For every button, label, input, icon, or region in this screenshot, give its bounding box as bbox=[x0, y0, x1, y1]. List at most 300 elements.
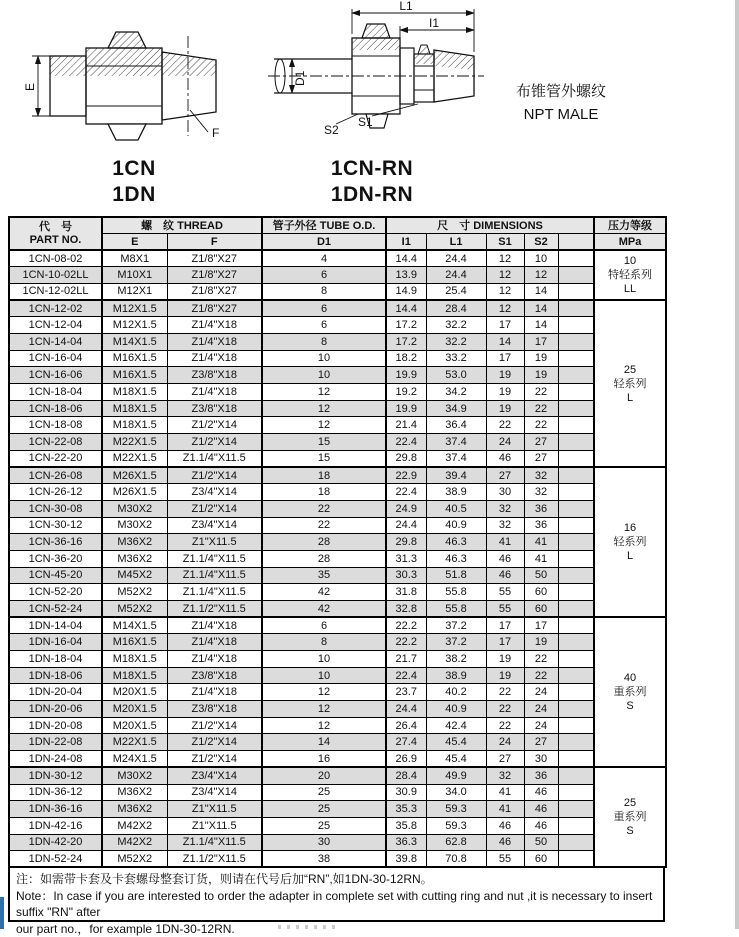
tube-od-d1-cell: 12 bbox=[262, 384, 386, 401]
thread-f-cell: Z1/4"X18 bbox=[167, 384, 262, 401]
dim-s2-cell: 46 bbox=[524, 817, 558, 834]
dim-l1-cell: 62.8 bbox=[426, 834, 486, 851]
thread-e-cell: M36X2 bbox=[102, 801, 167, 818]
part-no-cell: 1DN-52-24 bbox=[9, 851, 102, 868]
table-row bbox=[9, 450, 666, 467]
thread-f-cell: Z1.1/4"X11.5 bbox=[167, 834, 262, 851]
thread-f-cell: Z1/2"X14 bbox=[167, 751, 262, 768]
dim-l1-cell: 70.8 bbox=[426, 851, 486, 868]
empty-cell bbox=[558, 734, 594, 751]
dim-s1-cell: 55 bbox=[486, 600, 524, 617]
empty-cell bbox=[558, 851, 594, 868]
dim-s1-cell: 41 bbox=[486, 534, 524, 551]
empty-cell bbox=[558, 584, 594, 601]
table-row bbox=[9, 517, 666, 534]
thread-e-cell: M12X1 bbox=[102, 283, 167, 300]
thread-e-cell: M20X1.5 bbox=[102, 701, 167, 718]
dim-s2-cell: 19 bbox=[524, 367, 558, 384]
dim-s2-cell: 27 bbox=[524, 450, 558, 467]
empty-cell bbox=[558, 701, 594, 718]
empty-cell bbox=[558, 434, 594, 451]
thread-e-cell: M52X2 bbox=[102, 600, 167, 617]
tube-od-d1-cell: 15 bbox=[262, 450, 386, 467]
thread-e-cell: M14X1.5 bbox=[102, 333, 167, 350]
thread-e-cell: M16X1.5 bbox=[102, 634, 167, 651]
dim-s1-cell: 41 bbox=[486, 784, 524, 801]
dim-s2-cell: 10 bbox=[524, 250, 558, 267]
empty-cell bbox=[558, 751, 594, 768]
thread-f-cell: Z1/8"X27 bbox=[167, 267, 262, 284]
dim-i1-cell: 14.4 bbox=[386, 300, 426, 317]
tube-od-d1-cell: 25 bbox=[262, 784, 386, 801]
dim-i1-cell: 21.7 bbox=[386, 651, 426, 668]
dim-i1-cell: 36.3 bbox=[386, 834, 426, 851]
header-col-i1: I1 bbox=[386, 234, 426, 251]
part-no-cell: 1CN-12-02LL bbox=[9, 283, 102, 300]
thread-f-cell: Z1"X11.5 bbox=[167, 801, 262, 818]
tube-od-d1-cell: 42 bbox=[262, 600, 386, 617]
dim-l1-cell: 32.2 bbox=[426, 317, 486, 334]
dim-s2-cell: 36 bbox=[524, 500, 558, 517]
dim-s2-cell: 22 bbox=[524, 667, 558, 684]
dim-s2-cell: 27 bbox=[524, 734, 558, 751]
figure-captions-right bbox=[292, 156, 452, 208]
table-row bbox=[9, 567, 666, 584]
header-col-s2: S2 bbox=[524, 234, 558, 251]
dim-s1-cell: 17 bbox=[486, 350, 524, 367]
nut-corner-top bbox=[362, 24, 390, 38]
empty-cell bbox=[558, 667, 594, 684]
thread-hatch bbox=[50, 48, 216, 76]
dim-s2-cell: 50 bbox=[524, 834, 558, 851]
tube-od-d1-cell: 38 bbox=[262, 851, 386, 868]
thread-f-cell: Z1/8"X27 bbox=[167, 250, 262, 267]
tube-od-d1-cell: 16 bbox=[262, 751, 386, 768]
hex-small-corner bbox=[418, 45, 430, 54]
empty-cell bbox=[558, 417, 594, 434]
fitting-drawing-1cn-rn bbox=[266, 2, 491, 160]
title-chinese: 布锥管外螺纹 bbox=[486, 80, 636, 103]
thread-f-cell: Z1/2"X14 bbox=[167, 417, 262, 434]
empty-cell bbox=[558, 567, 594, 584]
part-no-cell: 1CN-22-20 bbox=[9, 450, 102, 467]
empty-cell bbox=[558, 450, 594, 467]
empty-cell bbox=[558, 384, 594, 401]
table-row bbox=[9, 434, 666, 451]
thread-f-cell: Z3/8"X18 bbox=[167, 400, 262, 417]
dim-s1-cell: 46 bbox=[486, 450, 524, 467]
table-row bbox=[9, 617, 666, 634]
dim-i1-cell: 24.4 bbox=[386, 701, 426, 718]
dim-s1-cell: 46 bbox=[486, 834, 524, 851]
dim-s2-cell: 46 bbox=[524, 801, 558, 818]
empty-cell bbox=[558, 801, 594, 818]
empty-cell bbox=[558, 817, 594, 834]
dim-l1-cell: 40.9 bbox=[426, 517, 486, 534]
figure-caption: 1CN bbox=[54, 156, 214, 182]
dim-l1-cell: 46.3 bbox=[426, 550, 486, 567]
dim-s2-cell: 60 bbox=[524, 851, 558, 868]
dim-s1-cell: 12 bbox=[486, 283, 524, 300]
dim-i1-cell: 31.8 bbox=[386, 584, 426, 601]
cutoff-footer-text bbox=[278, 925, 336, 929]
thread-f-cell: Z1.1/4"X11.5 bbox=[167, 584, 262, 601]
page-accent-bar bbox=[0, 897, 4, 929]
note-box bbox=[8, 866, 665, 922]
dim-s1-cell: 19 bbox=[486, 651, 524, 668]
dim-s1-cell: 17 bbox=[486, 634, 524, 651]
dim-s1-cell: 12 bbox=[486, 267, 524, 284]
dim-s1-cell: 22 bbox=[486, 684, 524, 701]
thread-f-cell: Z3/8"X18 bbox=[167, 367, 262, 384]
empty-cell bbox=[558, 651, 594, 668]
tube-od-d1-cell: 8 bbox=[262, 634, 386, 651]
tube-od-d1-cell: 14 bbox=[262, 734, 386, 751]
dim-l1-cell: 51.8 bbox=[426, 567, 486, 584]
dim-s1-cell: 30 bbox=[486, 484, 524, 501]
dim-s1-cell: 55 bbox=[486, 584, 524, 601]
header-col-empty bbox=[558, 234, 594, 251]
thread-f-cell: Z1.1/2"X11.5 bbox=[167, 600, 262, 617]
part-no-cell: 1DN-20-06 bbox=[9, 701, 102, 718]
part-no-cell: 1CN-26-08 bbox=[9, 467, 102, 484]
table-row bbox=[9, 784, 666, 801]
table-row bbox=[9, 317, 666, 334]
dim-s1-cell: 19 bbox=[486, 384, 524, 401]
dim-s1-cell: 46 bbox=[486, 817, 524, 834]
dim-s1-cell: 19 bbox=[486, 400, 524, 417]
dim-s2-cell: 32 bbox=[524, 467, 558, 484]
dim-s1-cell: 32 bbox=[486, 517, 524, 534]
tube-od-d1-cell: 12 bbox=[262, 400, 386, 417]
dim-s1-cell: 22 bbox=[486, 701, 524, 718]
empty-cell bbox=[558, 500, 594, 517]
table-row bbox=[9, 600, 666, 617]
dim-l1-cell: 24.4 bbox=[426, 267, 486, 284]
dim-s1-cell: 22 bbox=[486, 717, 524, 734]
figure-caption: 1DN bbox=[54, 182, 214, 208]
empty-cell bbox=[558, 317, 594, 334]
empty-cell bbox=[558, 534, 594, 551]
thread-e-cell: M52X2 bbox=[102, 584, 167, 601]
dim-l1-cell: 55.8 bbox=[426, 600, 486, 617]
table-row bbox=[9, 651, 666, 668]
title-english: NPT MALE bbox=[486, 103, 636, 126]
table-row bbox=[9, 701, 666, 718]
dim-i1-cell: 29.8 bbox=[386, 450, 426, 467]
tube-od-d1-cell: 15 bbox=[262, 434, 386, 451]
empty-cell bbox=[558, 350, 594, 367]
part-no-cell: 1DN-30-12 bbox=[9, 767, 102, 784]
header-col-d1: D1 bbox=[262, 234, 386, 251]
dim-s1-cell: 32 bbox=[486, 500, 524, 517]
dim-s1-cell: 27 bbox=[486, 467, 524, 484]
part-no-cell: 1CN-52-20 bbox=[9, 584, 102, 601]
part-no-cell: 1CN-16-04 bbox=[9, 350, 102, 367]
thread-f-cell: Z1/2"X14 bbox=[167, 500, 262, 517]
dim-s1-cell: 27 bbox=[486, 751, 524, 768]
dim-label-s2: S2 bbox=[324, 123, 339, 137]
empty-cell bbox=[558, 267, 594, 284]
leader-s2 bbox=[336, 114, 358, 124]
empty-cell bbox=[558, 767, 594, 784]
part-no-cell: 1CN-12-02 bbox=[9, 300, 102, 317]
part-no-cell: 1DN-14-04 bbox=[9, 617, 102, 634]
part-no-cell: 1CN-30-12 bbox=[9, 517, 102, 534]
thread-e-cell: M18X1.5 bbox=[102, 384, 167, 401]
thread-e-cell: M22X1.5 bbox=[102, 434, 167, 451]
thread-f-cell: Z1/8"X27 bbox=[167, 283, 262, 300]
tube-od-d1-cell: 25 bbox=[262, 801, 386, 818]
thread-f-cell: Z1.1/4"X11.5 bbox=[167, 567, 262, 584]
thread-f-cell: Z1/8"X27 bbox=[167, 300, 262, 317]
thread-f-cell: Z1.1/4"X11.5 bbox=[167, 450, 262, 467]
dim-i1-cell: 22.4 bbox=[386, 484, 426, 501]
dim-label-s1: S1 bbox=[358, 115, 373, 129]
thread-f-cell: Z1/2"X14 bbox=[167, 434, 262, 451]
dim-i1-cell: 19.2 bbox=[386, 384, 426, 401]
empty-cell bbox=[558, 367, 594, 384]
empty-cell bbox=[558, 300, 594, 317]
dim-i1-cell: 19.9 bbox=[386, 400, 426, 417]
dim-s2-cell: 36 bbox=[524, 767, 558, 784]
part-no-cell: 1DN-36-12 bbox=[9, 784, 102, 801]
dim-l1-cell: 46.3 bbox=[426, 534, 486, 551]
part-no-cell: 1CN-36-16 bbox=[9, 534, 102, 551]
header-thread: 螺 纹 THREAD bbox=[102, 217, 262, 234]
empty-cell bbox=[558, 333, 594, 350]
dim-l1-cell: 59.3 bbox=[426, 801, 486, 818]
table-row bbox=[9, 300, 666, 317]
page-edge-strip bbox=[735, 0, 739, 929]
table-row bbox=[9, 534, 666, 551]
tube-od-d1-cell: 10 bbox=[262, 651, 386, 668]
tube-od-d1-cell: 28 bbox=[262, 550, 386, 567]
dim-l1-cell: 38.9 bbox=[426, 484, 486, 501]
dim-i1-cell: 22.2 bbox=[386, 634, 426, 651]
table-row bbox=[9, 267, 666, 284]
part-no-cell: 1DN-18-04 bbox=[9, 651, 102, 668]
thread-f-cell: Z3/8"X18 bbox=[167, 701, 262, 718]
dim-l1-cell: 36.4 bbox=[426, 417, 486, 434]
dim-s2-cell: 24 bbox=[524, 701, 558, 718]
dim-s2-cell: 19 bbox=[524, 634, 558, 651]
table-row bbox=[9, 801, 666, 818]
part-no-cell: 1CN-18-08 bbox=[9, 417, 102, 434]
figure-caption: 1CN-RN bbox=[292, 156, 452, 182]
tube-od-d1-cell: 42 bbox=[262, 584, 386, 601]
pressure-group-cell: 40 重系列 S bbox=[594, 617, 666, 767]
dim-l1-cell: 38.2 bbox=[426, 651, 486, 668]
hex-corner-bottom bbox=[108, 124, 146, 140]
dim-s1-cell: 22 bbox=[486, 417, 524, 434]
dim-i1-cell: 21.4 bbox=[386, 417, 426, 434]
tube-od-d1-cell: 6 bbox=[262, 300, 386, 317]
dim-s2-cell: 50 bbox=[524, 567, 558, 584]
dim-s1-cell: 24 bbox=[486, 434, 524, 451]
tube-od-d1-cell: 12 bbox=[262, 701, 386, 718]
header-col-l1: L1 bbox=[426, 234, 486, 251]
note-line-cn: 注：如需带卡套及卡套螺母整套订货，则请在代号后加“RN”,如1DN-30-12RN。 bbox=[16, 871, 657, 888]
tube-od-d1-cell: 6 bbox=[262, 267, 386, 284]
dim-i1-cell: 39.8 bbox=[386, 851, 426, 868]
figure-caption: 1DN-RN bbox=[292, 182, 452, 208]
table-row bbox=[9, 767, 666, 784]
dim-s2-cell: 24 bbox=[524, 717, 558, 734]
thread-f-cell: Z1/4"X18 bbox=[167, 684, 262, 701]
tube-od-d1-cell: 10 bbox=[262, 667, 386, 684]
thread-e-cell: M12X1.5 bbox=[102, 300, 167, 317]
dim-s2-cell: 17 bbox=[524, 617, 558, 634]
dim-l1-cell: 39.4 bbox=[426, 467, 486, 484]
part-no-cell: 1CN-22-08 bbox=[9, 434, 102, 451]
dim-l1-cell: 49.9 bbox=[426, 767, 486, 784]
figure-captions-left bbox=[54, 156, 214, 208]
empty-cell bbox=[558, 550, 594, 567]
thread-e-cell: M22X1.5 bbox=[102, 734, 167, 751]
thread-f-cell: Z1"X11.5 bbox=[167, 534, 262, 551]
dim-s2-cell: 14 bbox=[524, 300, 558, 317]
empty-cell bbox=[558, 467, 594, 484]
dim-s1-cell: 24 bbox=[486, 734, 524, 751]
part-no-cell: 1DN-20-08 bbox=[9, 717, 102, 734]
table-row bbox=[9, 484, 666, 501]
part-no-cell: 1CN-08-02 bbox=[9, 250, 102, 267]
dim-i1-cell: 22.2 bbox=[386, 617, 426, 634]
thread-f-cell: Z1/2"X14 bbox=[167, 717, 262, 734]
part-no-cell: 1CN-18-04 bbox=[9, 384, 102, 401]
dim-s2-cell: 36 bbox=[524, 517, 558, 534]
header-part-no: 代 号 PART NO. bbox=[9, 217, 102, 250]
dim-s1-cell: 17 bbox=[486, 617, 524, 634]
empty-cell bbox=[558, 484, 594, 501]
thread-e-cell: M36X2 bbox=[102, 534, 167, 551]
thread-f-cell: Z1"X11.5 bbox=[167, 817, 262, 834]
thread-f-cell: Z3/4"X14 bbox=[167, 767, 262, 784]
thread-e-cell: M18X1.5 bbox=[102, 667, 167, 684]
thread-e-cell: M10X1 bbox=[102, 267, 167, 284]
tube-od-d1-cell: 22 bbox=[262, 517, 386, 534]
dim-i1-cell: 30.9 bbox=[386, 784, 426, 801]
dim-i1-cell: 17.2 bbox=[386, 333, 426, 350]
thread-e-cell: M30X2 bbox=[102, 500, 167, 517]
thread-e-cell: M42X2 bbox=[102, 817, 167, 834]
dim-l1-cell: 34.0 bbox=[426, 784, 486, 801]
dim-l1-cell: 25.4 bbox=[426, 283, 486, 300]
header-col-mpa: MPa bbox=[594, 234, 666, 251]
dim-l1-cell: 37.4 bbox=[426, 434, 486, 451]
dim-i1-cell: 31.3 bbox=[386, 550, 426, 567]
dim-i1-cell: 30.3 bbox=[386, 567, 426, 584]
header-col-s1: S1 bbox=[486, 234, 524, 251]
dim-l1-cell: 45.4 bbox=[426, 734, 486, 751]
dim-l1-cell: 42.4 bbox=[426, 717, 486, 734]
tube-od-d1-cell: 20 bbox=[262, 767, 386, 784]
dim-l1-cell: 28.4 bbox=[426, 300, 486, 317]
dim-s2-cell: 12 bbox=[524, 267, 558, 284]
thread-e-cell: M14X1.5 bbox=[102, 617, 167, 634]
dim-s2-cell: 14 bbox=[524, 283, 558, 300]
fitting-drawing-1cn bbox=[28, 18, 238, 158]
empty-cell bbox=[558, 600, 594, 617]
dim-i1-cell: 35.8 bbox=[386, 817, 426, 834]
dim-l1-cell: 59.3 bbox=[426, 817, 486, 834]
tube-od-d1-cell: 6 bbox=[262, 617, 386, 634]
dim-i1-cell: 26.9 bbox=[386, 751, 426, 768]
dim-l1-cell: 40.2 bbox=[426, 684, 486, 701]
dim-s2-cell: 60 bbox=[524, 600, 558, 617]
table-row bbox=[9, 734, 666, 751]
dim-s2-cell: 60 bbox=[524, 584, 558, 601]
dim-i1-cell: 17.2 bbox=[386, 317, 426, 334]
tube-od-d1-cell: 18 bbox=[262, 484, 386, 501]
dim-s1-cell: 17 bbox=[486, 317, 524, 334]
table-row bbox=[9, 667, 666, 684]
thread-f-cell: Z1.1/2"X11.5 bbox=[167, 851, 262, 868]
thread-f-cell: Z1/4"X18 bbox=[167, 651, 262, 668]
dim-s1-cell: 55 bbox=[486, 851, 524, 868]
part-no-cell: 1CN-30-08 bbox=[9, 500, 102, 517]
dim-i1-cell: 24.4 bbox=[386, 517, 426, 534]
dim-s2-cell: 24 bbox=[524, 684, 558, 701]
thread-f-cell: Z1/4"X18 bbox=[167, 350, 262, 367]
dim-s1-cell: 32 bbox=[486, 767, 524, 784]
part-no-cell: 1CN-26-12 bbox=[9, 484, 102, 501]
tube-od-d1-cell: 25 bbox=[262, 817, 386, 834]
dim-i1-cell: 18.2 bbox=[386, 350, 426, 367]
part-no-cell: 1CN-52-24 bbox=[9, 600, 102, 617]
empty-cell bbox=[558, 400, 594, 417]
tube-od-d1-cell: 35 bbox=[262, 567, 386, 584]
dim-label-l1: L1 bbox=[399, 0, 413, 13]
dim-s1-cell: 46 bbox=[486, 567, 524, 584]
thread-e-cell: M45X2 bbox=[102, 567, 167, 584]
dim-l1-cell: 40.5 bbox=[426, 500, 486, 517]
table-row bbox=[9, 283, 666, 300]
thread-e-cell: M36X2 bbox=[102, 550, 167, 567]
table-row bbox=[9, 684, 666, 701]
table-row bbox=[9, 350, 666, 367]
empty-cell bbox=[558, 634, 594, 651]
empty-cell bbox=[558, 834, 594, 851]
part-no-cell: 1CN-45-20 bbox=[9, 567, 102, 584]
thread-e-cell: M20X1.5 bbox=[102, 684, 167, 701]
dim-l1-cell: 32.2 bbox=[426, 333, 486, 350]
dim-i1-cell: 13.9 bbox=[386, 267, 426, 284]
dim-s2-cell: 41 bbox=[524, 534, 558, 551]
dim-l1-cell: 24.4 bbox=[426, 250, 486, 267]
part-no-cell: 1DN-20-04 bbox=[9, 684, 102, 701]
table-row bbox=[9, 250, 666, 267]
dim-i1-cell: 19.9 bbox=[386, 367, 426, 384]
part-no-cell: 1CN-18-06 bbox=[9, 400, 102, 417]
spec-table bbox=[8, 216, 667, 868]
tube-od-d1-cell: 8 bbox=[262, 333, 386, 350]
dim-i1-cell: 22.9 bbox=[386, 467, 426, 484]
dim-i1-cell: 14.4 bbox=[386, 250, 426, 267]
dim-l1-cell: 37.2 bbox=[426, 634, 486, 651]
dim-l1-cell: 33.2 bbox=[426, 350, 486, 367]
thread-e-cell: M30X2 bbox=[102, 517, 167, 534]
tube-od-d1-cell: 10 bbox=[262, 350, 386, 367]
dim-s2-cell: 46 bbox=[524, 784, 558, 801]
part-no-cell: 1DN-16-04 bbox=[9, 634, 102, 651]
empty-cell bbox=[558, 684, 594, 701]
tube-od-d1-cell: 4 bbox=[262, 250, 386, 267]
dim-i1-cell: 23.7 bbox=[386, 684, 426, 701]
thread-f-cell: Z3/8"X18 bbox=[167, 667, 262, 684]
dim-i1-cell: 35.3 bbox=[386, 801, 426, 818]
